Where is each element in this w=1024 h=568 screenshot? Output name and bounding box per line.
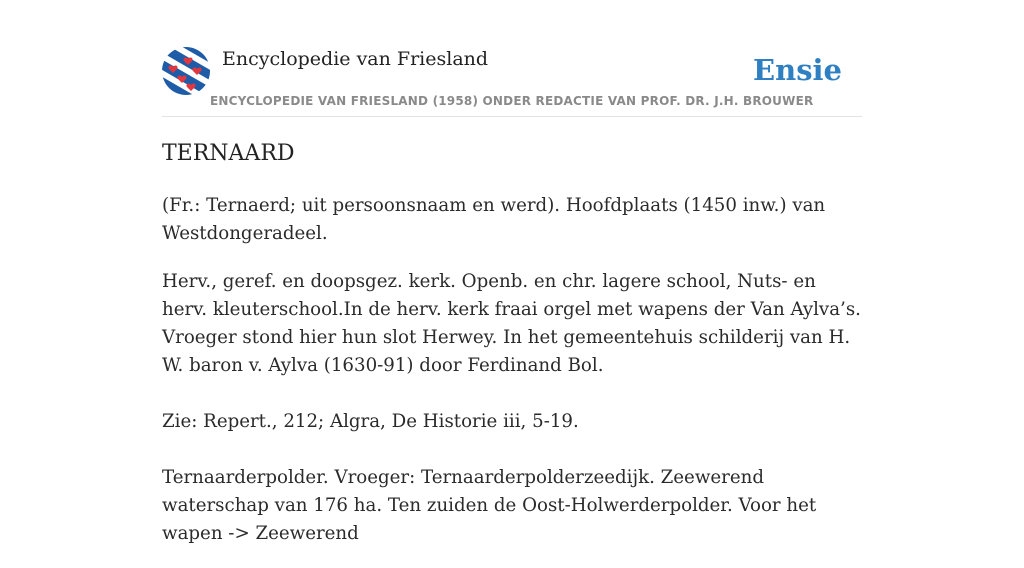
- frisian-flag-icon[interactable]: [162, 47, 210, 95]
- page: [162, 0, 862, 544]
- site-title[interactable]: Encyclopedie van Friesland: [222, 48, 489, 70]
- article: [162, 138, 862, 568]
- site-header: [162, 0, 862, 117]
- site-subtitle: ENCYCLOPEDIE VAN FRIESLAND (1958) ONDER REDACTIE VAN PROF. DR. J.H. BROUWER: [210, 94, 814, 108]
- article-paragraph-polder: Ternaarderpolder. Vroeger: Ternaarderpolderzeedijk. Zeewerend waterschap van 176 ha. Ten zuiden de Oost-Holwerderpolder. Voor het wapen -> Zeewerend: [162, 467, 817, 544]
- article-paragraph-description: Herv., geref. en doopsgez. kerk. Openb. en chr. lagere school, Nuts- en herv. kleuterschool.In de herv. kerk fraai orgel met wapens der Van Aylva’s. Vroeger stond hier hun slot Herwey. In het gemeentehuis schilderij van H. W. baron v. Aylva (1630-91) door Ferdinand Bol.: [162, 271, 861, 376]
- article-paragraph-references: Zie: Repert., 212; Algra, De Historie iii, 5-19.: [162, 411, 579, 432]
- article-title: TERNAARD: [162, 141, 295, 166]
- article-paragraph-intro: (Fr.: Ternaerd; uit persoonsnaam en werd). Hoofdplaats (1450 inw.) van Westdongeradeel.: [162, 195, 826, 244]
- ensie-brand-link[interactable]: Ensie: [753, 53, 842, 87]
